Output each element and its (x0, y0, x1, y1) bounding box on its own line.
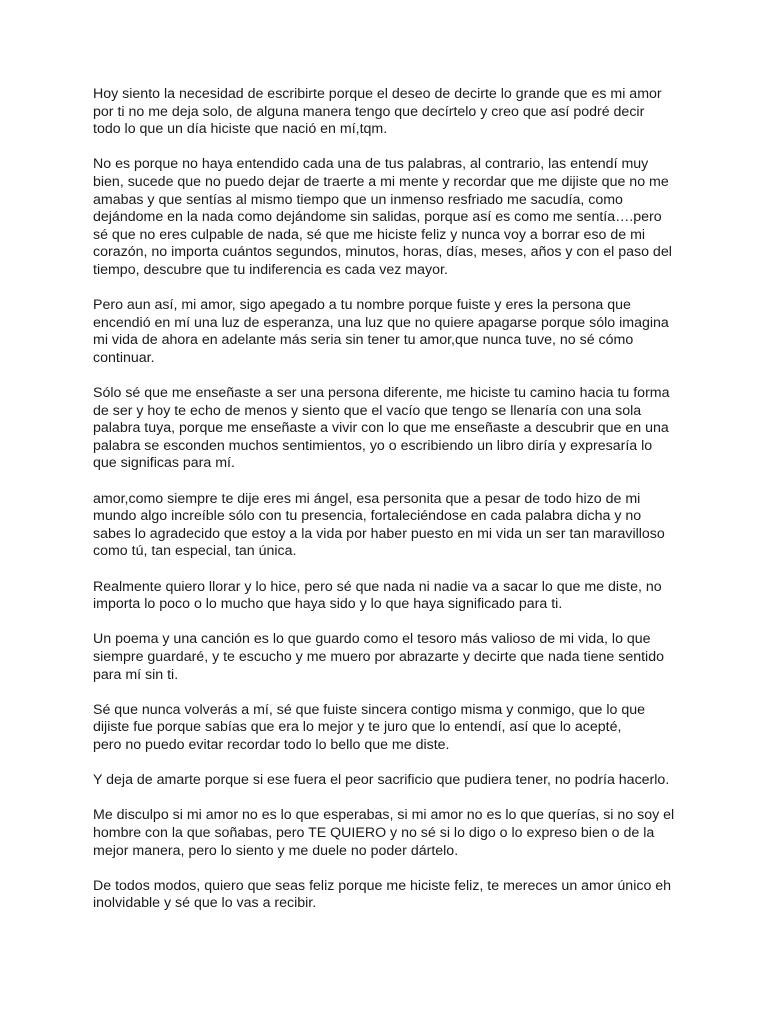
paragraph-7: Un poema y una canción es lo que guardo como el tesoro más valioso de mi vida, lo que siempre guardaré, y te escucho y me muero por abrazarte y decirte que nada tiene sentido para mí sin ti. (93, 631, 664, 683)
paragraph-8: Sé que nunca volverás a mí, sé que fuiste sincera contigo misma y conmigo, que lo que dijiste fue porque sabías que era lo mejor y te juro que lo entendí, así que lo acepté, pero no puedo evitar recordar todo lo bello que me diste. (93, 701, 646, 753)
paragraph-10: Me disculpo si mi amor no es lo que esperabas, si mi amor no es lo que querías, si no soy el hombre con la que soñabas, pero TE QUIERO y no sé si lo digo o lo expreso bien o de la mejor manera, pero lo siento y me duele no poder dártelo. (93, 807, 675, 859)
paragraph-11: De todos modos, quiero que seas feliz porque me hiciste feliz, te mereces un amor único eh inolvidable y sé que lo vas a recibir. (93, 877, 672, 912)
paragraph-4: Sólo sé que me enseñaste a ser una persona diferente, me hiciste tu camino hacia tu forma de ser y hoy te echo de menos y siento que el vacío que tengo se llenaría con una sola palabra tuya, porque me enseñaste a vivir con lo que me enseñaste a descubrir que en una palabra se esconden muchos sentimientos, yo o escribiendo un libro diría y expresaría lo que significas para mí. (93, 385, 670, 472)
document-page (93, 86, 691, 931)
paragraph-1: Hoy siento la necesidad de escribirte porque el deseo de decirte lo grande que es mi amor por ti no me deja solo, de alguna manera tengo que decírtelo y creo que así podré decir todo lo que un día hiciste que nació en mí,tqm. (93, 86, 662, 138)
paragraph-9: Y deja de amarte porque si ese fuera el peor sacrificio que pudiera tener, no podría hacerlo. (93, 772, 670, 789)
paragraph-5: amor,como siempre te dije eres mi ángel, esa personita que a pesar de todo hizo de mi mundo algo increíble sólo con tu presencia, fortaleciéndose en cada palabra dicha y no sabes lo agradecido que estoy a la vida por haber puesto en mi vida un ser tan maravilloso como tú, tan especial, tan única. (93, 490, 665, 560)
paragraph-2: No es porque no haya entendido cada una de tus palabras, al contrario, las entendí muy bien, sucede que no puedo dejar de traerte a mi mente y recordar que me dijiste que no me amabas y que sentías al mismo tiempo que un inmenso resfriado me sacudía, como dejándome en la nada como dejándome sin salidas, porque así es como me sentía….pero sé que no eres culpable de nada, sé que me hiciste feliz y nunca voy a borrar eso de mi corazón, no importa cuántos segundos, minutos, horas, días, meses, años y con el paso del tiempo, descubre que tu indiferencia es cada vez mayor. (93, 156, 672, 278)
paragraph-6: Realmente quiero llorar y lo hice, pero sé que nada ni nadie va a sacar lo que me diste, no importa lo poco o lo mucho que haya sido y lo que haya significado para ti. (93, 578, 662, 613)
paragraph-3: Pero aun así, mi amor, sigo apegado a tu nombre porque fuiste y eres la persona que encendió en mí una luz de esperanza, una luz que no quiere apagarse porque sólo imagina mi vida de ahora en adelante más seria sin tener tu amor,que nunca tuve, no sé cómo continuar. (93, 297, 669, 366)
